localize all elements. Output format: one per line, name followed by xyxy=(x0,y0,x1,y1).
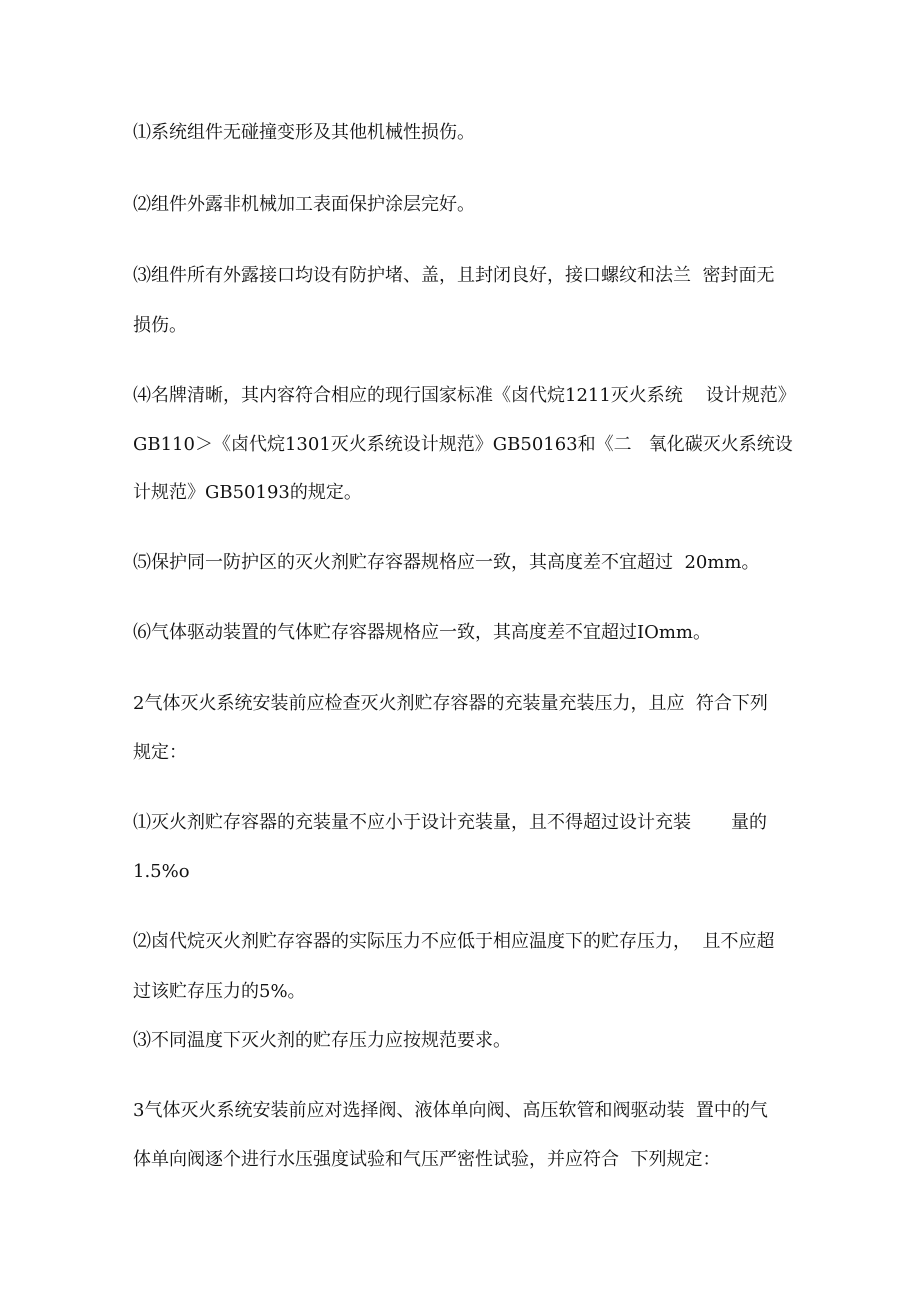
text-line-2: ⑵组件外露非机械加工表面保护涂层完好。 xyxy=(133,194,475,215)
text-line-7: 计规范》GB50193的规定。 xyxy=(133,482,362,503)
text-line-9: ⑹气体驱动装置的气体贮存容器规格应一致，其高度差不宜超过IOmm。 xyxy=(133,622,712,643)
text-line-4: 损伤。 xyxy=(133,315,187,336)
text-line-14: ⑵卤代烷灭火剂贮存容器的实际压力不应低于相应温度下的贮存压力， 且不应超 xyxy=(133,931,775,952)
text-line-3: ⑶组件所有外露接口均设有防护堵、盖，且封闭良好，接口螺纹和法兰 密封面无 xyxy=(133,265,775,286)
text-line-18: 体单向阀逐个进行水压强度试验和气压严密性试验，并应符合 下列规定： xyxy=(133,1149,721,1170)
text-line-15: 过该贮存压力的5%。 xyxy=(133,981,306,1002)
text-line-13: 1.5%o xyxy=(133,861,190,882)
text-line-6: GB110＞《卤代烷1301灭火系统设计规范》GB50163和《二 氧化碳灭火系统设 xyxy=(133,434,793,455)
text-line-11: 规定： xyxy=(133,742,187,763)
text-line-8: ⑸保护同一防护区的灭火剂贮存容器规格应一致，其高度差不宜超过 20mm。 xyxy=(133,552,760,573)
text-line-5: ⑷名牌清晰，其内容符合相应的现行国家标准《卤代烷1211灭火系统 设计规范》 xyxy=(133,385,796,406)
text-line-12: ⑴灭火剂贮存容器的充装量不应小于设计充装量，且不得超过设计充装 量的 xyxy=(133,812,768,833)
text-line-1: ⑴系统组件无碰撞变形及其他机械性损伤。 xyxy=(133,122,475,143)
text-line-17: 3气体灭火系统安装前应对选择阀、液体单向阀、高压软管和阀驱动装 置中的气 xyxy=(133,1100,768,1121)
text-line-10: 2气体灭火系统安装前应检查灭火剂贮存容器的充装量充装压力，且应 符合下列 xyxy=(133,693,768,714)
text-line-16: ⑶不同温度下灭火剂的贮存压力应按规范要求。 xyxy=(133,1030,511,1051)
